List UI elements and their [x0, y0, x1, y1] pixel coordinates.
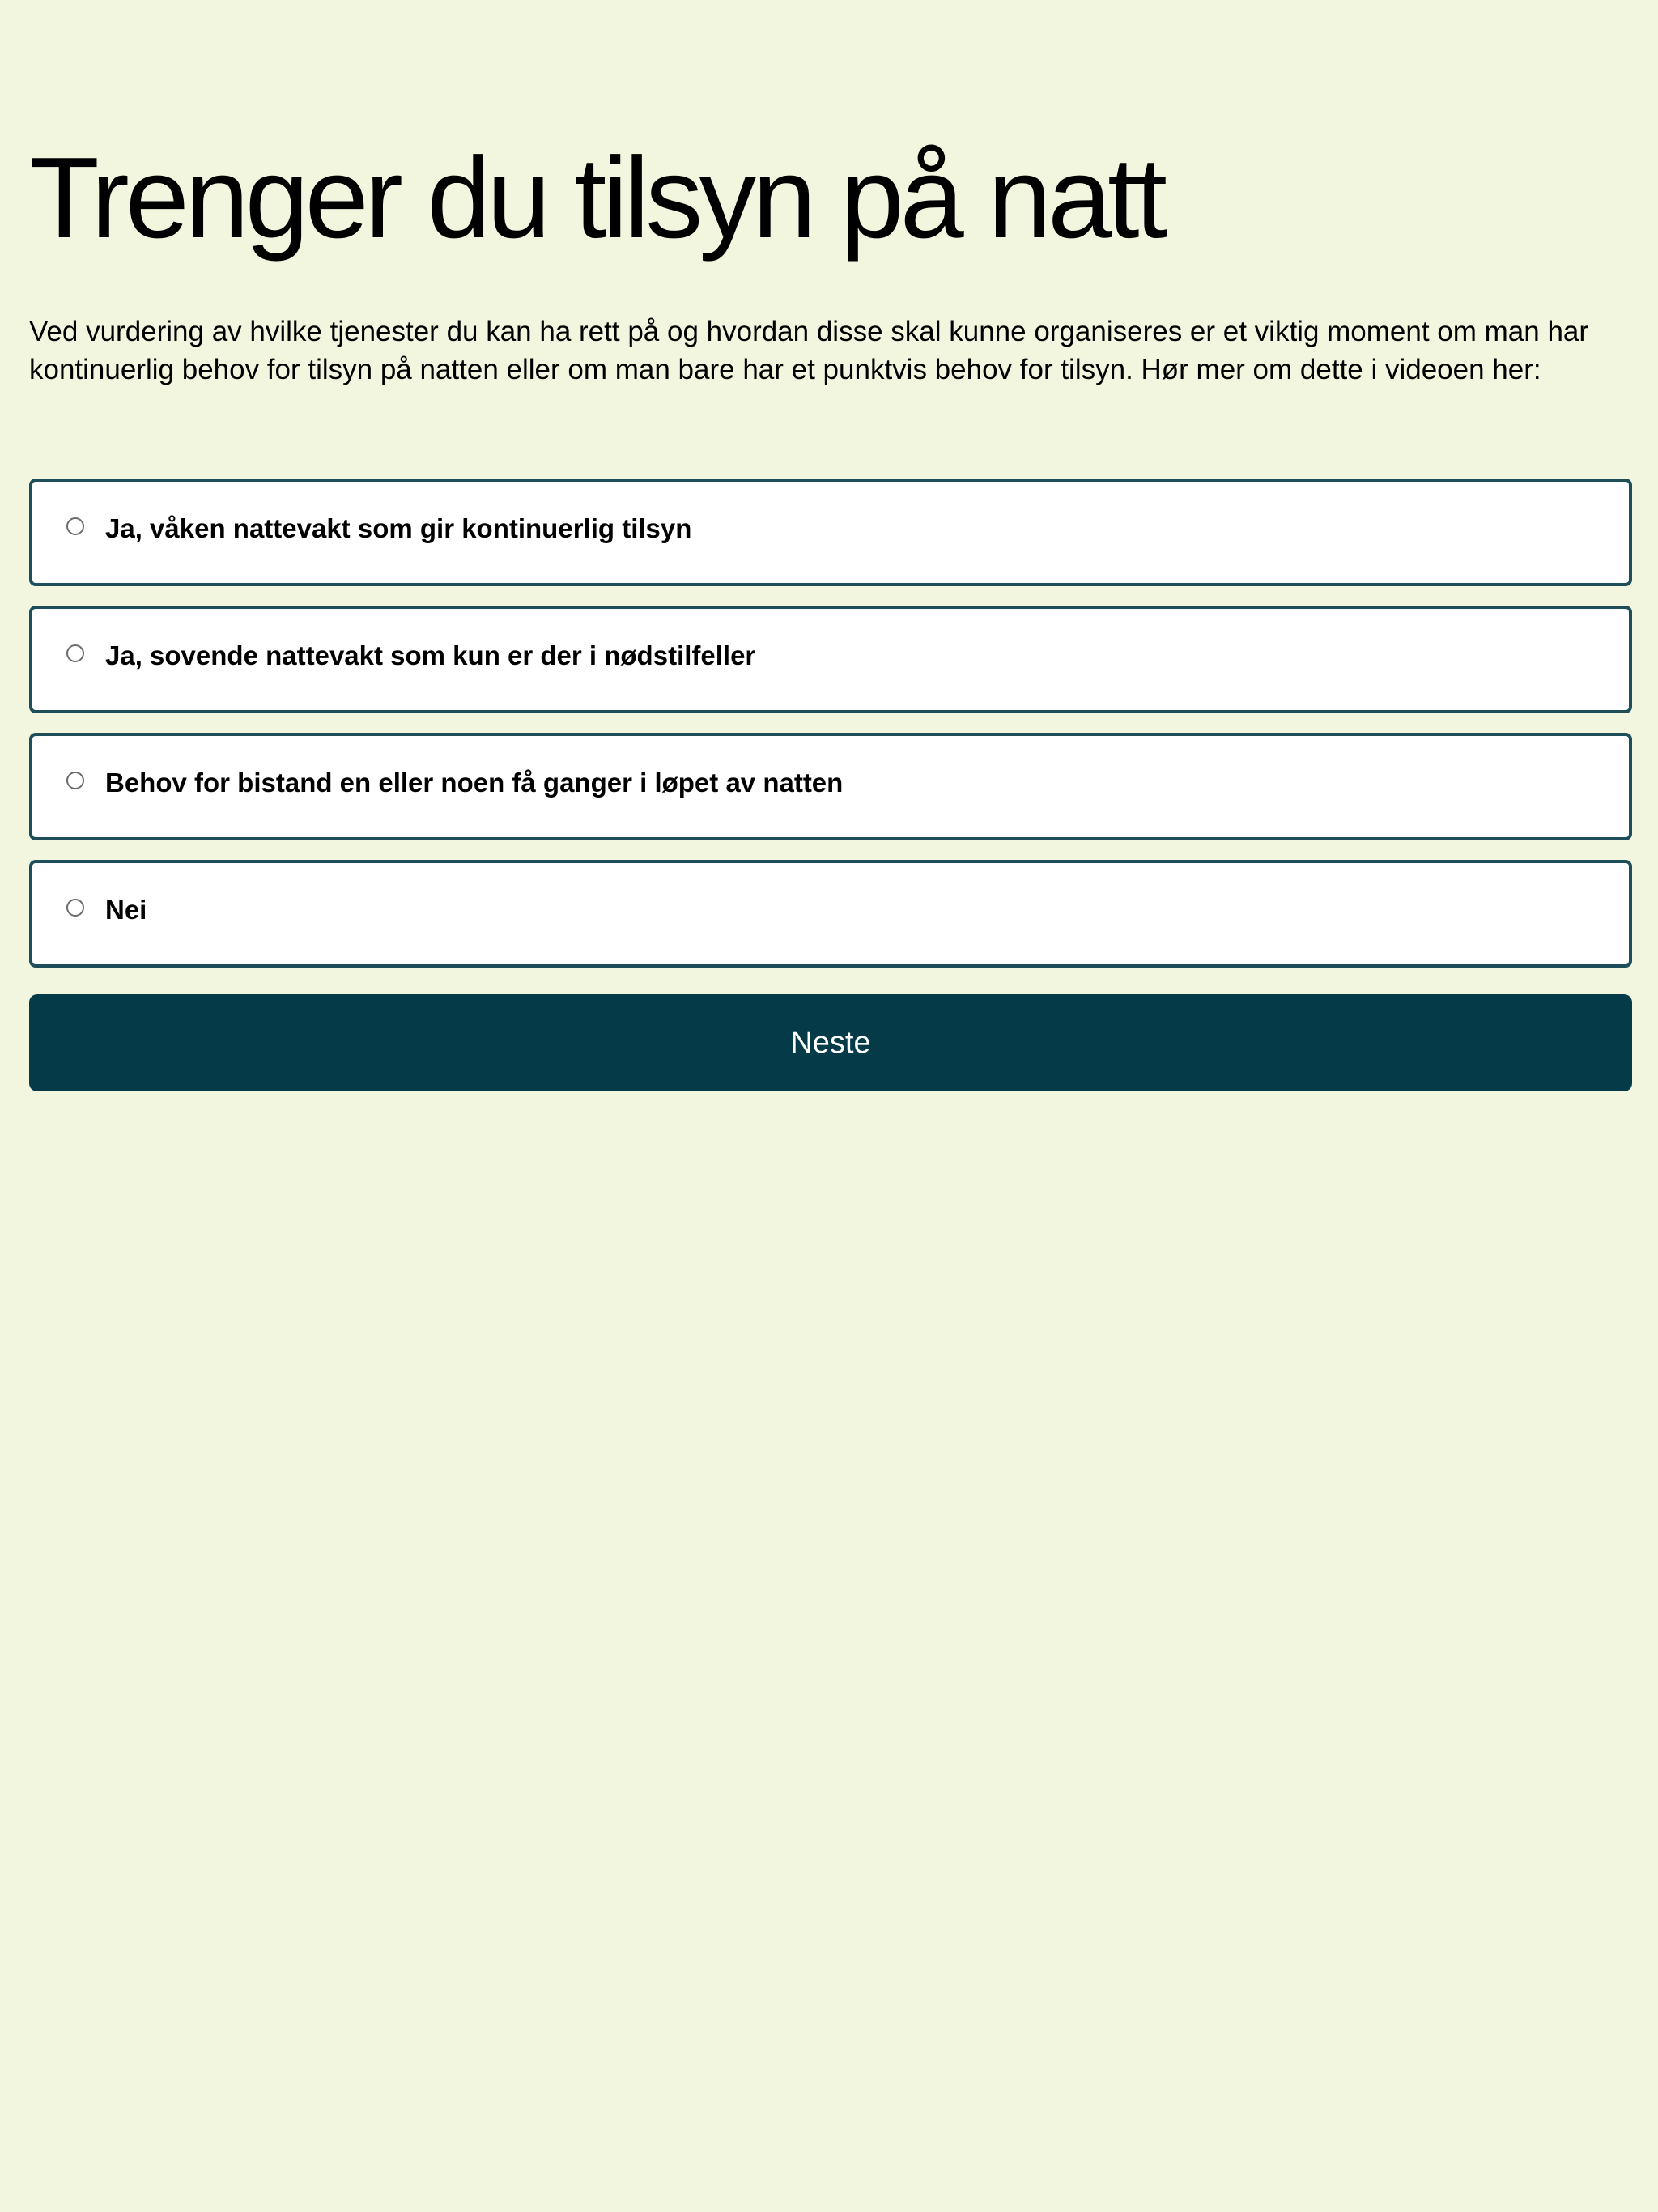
radio-button[interactable] — [66, 772, 84, 789]
option-label: Nei — [105, 895, 147, 925]
option-occasional-assistance[interactable] — [29, 733, 1632, 840]
options-list — [29, 479, 1632, 987]
radio-button[interactable] — [66, 899, 84, 917]
option-label: Behov for bistand en eller noen få ganger i løpet av natten — [105, 768, 844, 798]
next-button[interactable]: Neste — [29, 994, 1632, 1091]
radio-button[interactable] — [66, 517, 84, 535]
option-sleeping-night-watch[interactable] — [29, 606, 1632, 713]
option-label: Ja, sovende nattevakt som kun er der i nødstilfeller — [105, 640, 756, 670]
page-title: Trenger du tilsyn på natt — [29, 134, 1164, 262]
intro-text: Ved vurdering av hvilke tjenester du kan ha rett på og hvordan disse skal kunne organiseres er et viktig moment om man har kontinuerlig behov for tilsyn på natten eller om man bare har et punktvis behov for tilsyn. Hør mer om dette i videoen her: — [29, 316, 1589, 385]
radio-button[interactable] — [66, 644, 84, 662]
option-no[interactable] — [29, 860, 1632, 968]
option-awake-night-watch[interactable] — [29, 479, 1632, 586]
option-label: Ja, våken nattevakt som gir kontinuerlig tilsyn — [105, 513, 692, 543]
